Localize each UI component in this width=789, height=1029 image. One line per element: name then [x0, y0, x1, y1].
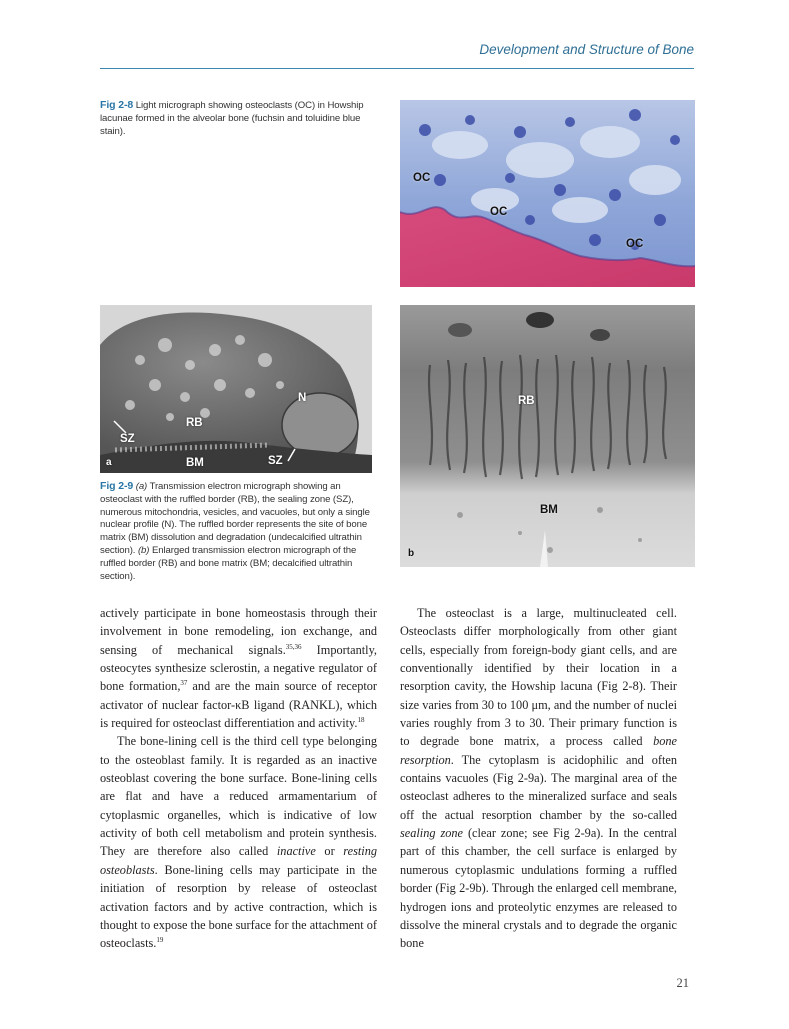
fig-2-8-oc-label-1: OC	[413, 172, 431, 184]
reference-superscript: 18	[357, 715, 365, 724]
italic-term: sealing zone	[400, 826, 464, 841]
text-run: or	[315, 844, 344, 859]
running-head	[100, 40, 694, 69]
italic-term: inactive	[276, 844, 316, 859]
text-run: . The cytoplasm is acidophilic and often contains vacuoles (Fig 2-9a). The marginal area of the osteoclast adheres to the mineralized surface and seals off the actual resorption chamber by the so-called	[400, 752, 677, 822]
fig-2-9a-micrograph	[100, 305, 372, 473]
fig-2-9b-label-bm: BM	[540, 504, 558, 516]
fig-2-9-caption-a: Transmission electron micrograph showing an osteoclast with the ruffled border (RB), the sealing zone (SZ), numerous mitochondria, vesicles, and vacuoles, but only a single nuclear profile (N). The ruffled border represents the site of bone matrix (BM) dissolution and degradation (undecalcified ultrathin section).	[100, 481, 370, 556]
text-run: The bone-lining cell is the third cell type belonging to the osteoblast family. It is regarded as an inactive osteoblast covering the bone surface. Bone-lining cells are flat and have a reduced armamentarium of cytoplasmic organelles, which is indicative of low activity of both cell metabolism and protein synthesis. They are therefore also called	[100, 734, 377, 859]
fig-2-9a-label-n: N	[298, 392, 307, 404]
right-paragraph-1	[400, 604, 677, 953]
fig-2-8-label: Fig 2-8	[100, 99, 134, 111]
fig-2-9b-label-rb: RB	[518, 395, 535, 407]
fig-2-9b-panel-tag: b	[408, 548, 415, 559]
fig-2-9-caption-a-tag: (a)	[135, 481, 148, 492]
fig-2-9b-micrograph	[400, 305, 695, 567]
left-paragraph-2	[100, 732, 377, 952]
page-number: 21	[676, 976, 689, 990]
left-paragraph-1	[100, 604, 377, 732]
fig-2-8-caption	[100, 99, 368, 138]
fig-2-8-oc-label-3: OC	[626, 238, 644, 250]
fig-2-9a-label-sz-right: SZ	[268, 455, 283, 467]
reference-superscript: 35,36	[285, 642, 302, 651]
text-run: The osteoclast is a large, multinucleated cell. Osteoclasts differ morphologically from other giant cells, especially from foreign-body giant cells, and are conventionally identified by their location in a resorption cavity, the Howship lacuna (Fig 2-8). Their size varies from 30 to 100 μm, and the number of nuclei varies roughly from 3 to 30. Their primary function is to degrade bone matrix, a process called	[400, 606, 677, 749]
fig-2-9-caption-b: Enlarged transmission electron micrograph of the ruffled border (RB) and bone matrix (BM; decalcified ultrathin section).	[100, 544, 357, 582]
fig-2-9-caption	[100, 480, 376, 583]
italic-term: bone resorption	[400, 734, 677, 767]
left-text-column	[100, 604, 377, 953]
fig-2-9-caption-b-tag: (b)	[137, 544, 150, 556]
reference-superscript: 37	[180, 679, 188, 688]
fig-2-9a-label-sz-left: SZ	[120, 433, 135, 445]
fig-2-8-oc-label-2: OC	[490, 206, 508, 218]
running-head-title: Development and Structure of Bone	[479, 42, 694, 57]
text-run: and are the main source of receptor activator of nuclear factor-κB ligand (RANKL), which is required for osteoclast differentiation and activity.	[100, 679, 378, 731]
text-run: Importantly, osteocytes synthesize sclerostin, a negative regulator of bone formation,	[100, 642, 378, 694]
italic-term: resting osteoblasts	[100, 844, 377, 877]
right-text-column	[400, 604, 677, 953]
fig-2-9a-label-rb: RB	[186, 417, 203, 429]
text-run: . Bone-lining cells may participate in the initiation of resorption by release of osteoclast activation factors and by active contraction, which is thought to expose the bone surface for the attachment of osteoclasts.	[100, 862, 377, 951]
fig-2-9a-panel-tag: a	[106, 457, 112, 468]
fig-2-8-micrograph	[400, 100, 695, 287]
fig-2-9a-label-bm: BM	[186, 457, 204, 469]
text-run: (clear zone; see Fig 2-9a). In the central part of this chamber, the cell surface is enlarged by numerous cytoplasmic undulations forming a ruffled border (Fig 2-9b). Through the enlarged cell membrane, hydrogen ions and proteolytic enzymes are released to dissolve the mineral crystals and to degrade the organic bone	[400, 826, 678, 951]
text-run: actively participate in bone homeostasis through their involvement in bone remodeling, ion exchange, and sensing of mechanical signals.	[100, 606, 377, 657]
reference-superscript: 19	[156, 936, 164, 945]
fig-2-8-caption-text: Light micrograph showing osteoclasts (OC) in Howship lacunae formed in the alveolar bone (fuchsin and toluidine blue stain).	[100, 100, 364, 137]
fig-2-9-label: Fig 2-9	[100, 480, 134, 492]
